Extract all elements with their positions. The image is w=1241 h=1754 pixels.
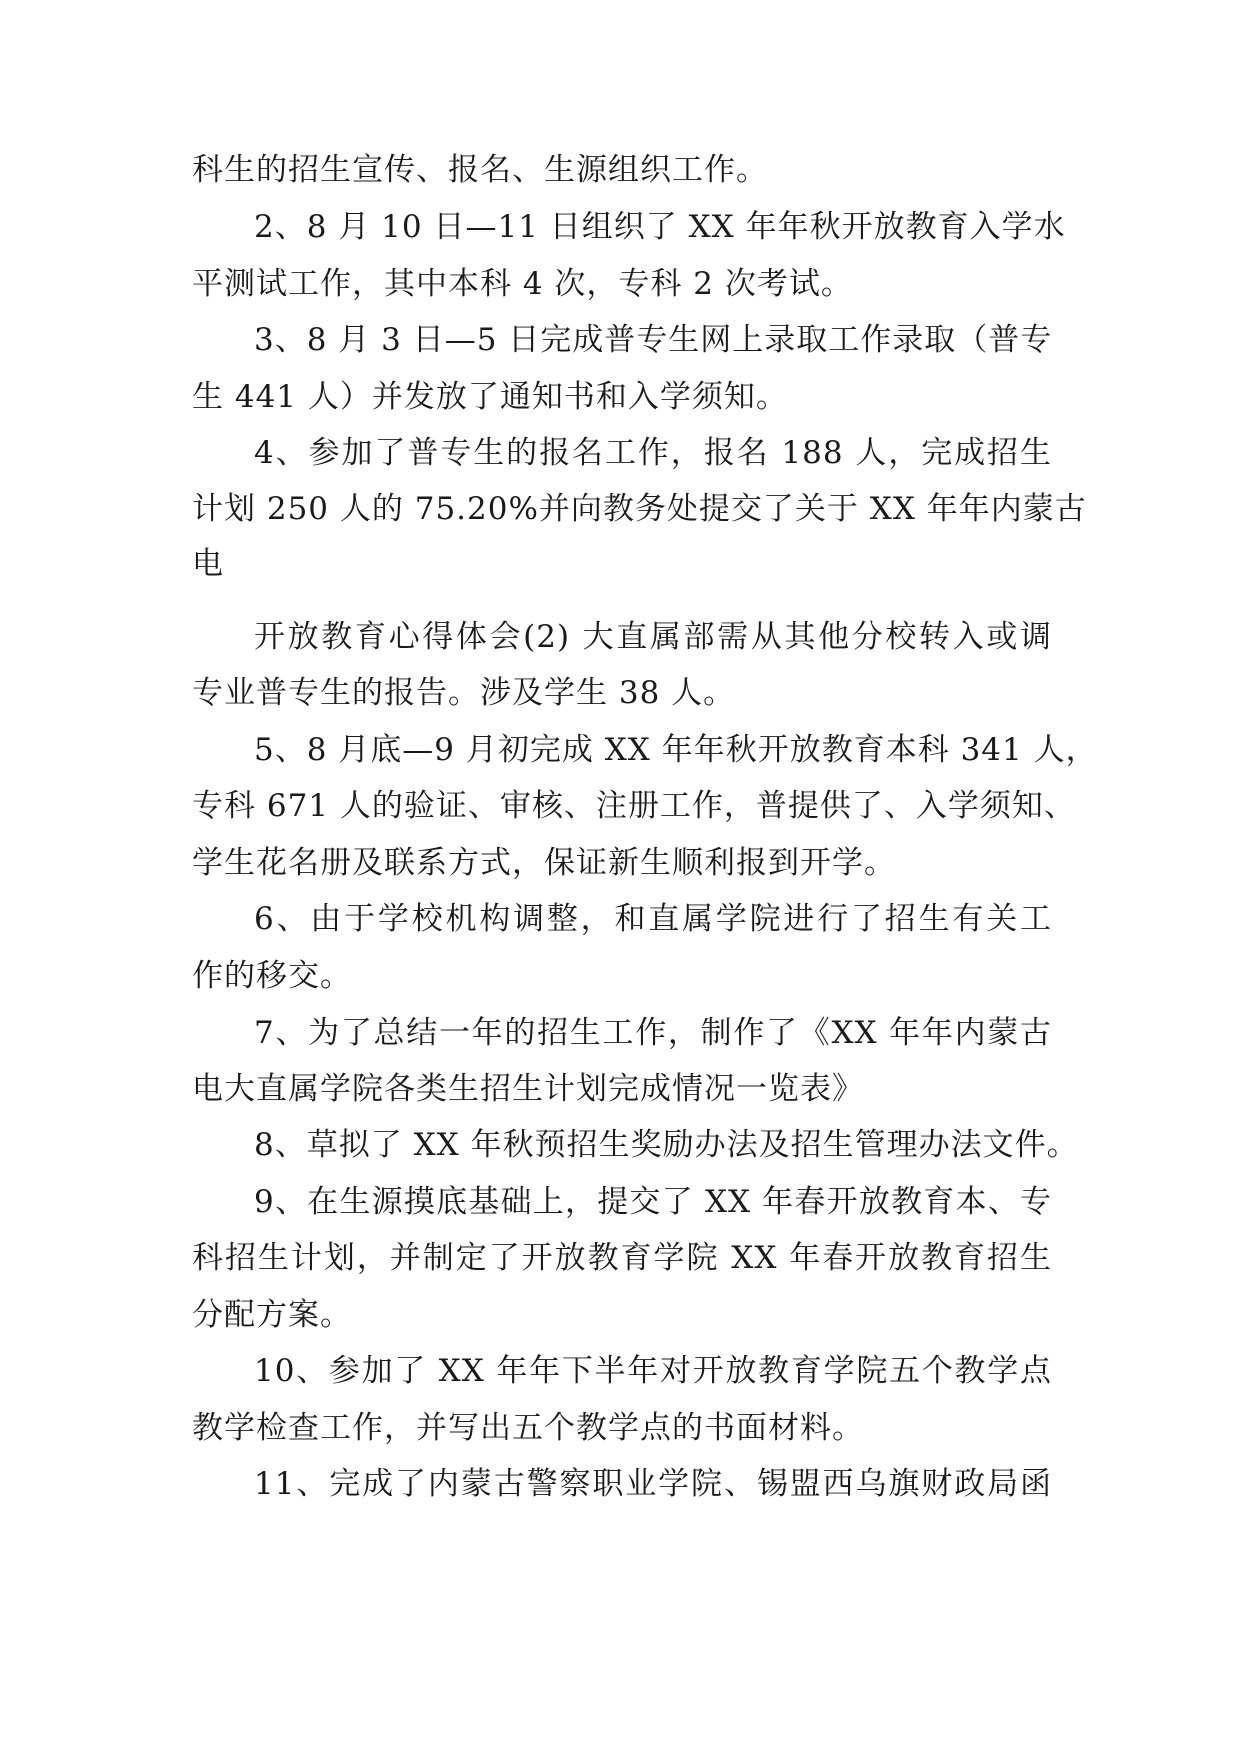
text-line: 科生的招生宣传、报名、生源组织工作。 [192, 152, 768, 188]
text-line: 3、8 月 3 日—5 日完成普专生网上录取工作录取（普专 [254, 322, 1053, 358]
text-line: 7、为了总结一年的招生工作，制作了《XX 年年内蒙古 [254, 1015, 1052, 1051]
text-line: 分配方案。 [192, 1297, 352, 1333]
text-line: 专业普专生的报告。涉及学生 38 人。 [192, 675, 736, 711]
text-line: 专科 671 人的验证、审核、注册工作，普提供了、入学须知、 [192, 788, 1076, 824]
text-line: 6、由于学校机构调整，和直属学院进行了招生有关工 [254, 901, 1052, 937]
text-line: 11、完成了内蒙古警察职业学院、锡盟西乌旗财政局函 [254, 1466, 1052, 1502]
text-line: 生 441 人）并发放了通知书和入学须知。 [192, 379, 788, 415]
text-line: 开放教育心得体会(2) 大直属部需从其他分校转入或调 [254, 619, 1052, 655]
text-line: 科招生计划，并制定了开放教育学院 XX 年春开放教育招生 [192, 1240, 1052, 1276]
text-line: 电 [192, 546, 224, 582]
text-line: 电大直属学院各类生招生计划完成情况一览表》 [192, 1071, 864, 1107]
text-line: 计划 250 人的 75.20%并向教务处提交了关于 XX 年年内蒙古 [192, 491, 1087, 527]
text-line: 10、参加了 XX 年年下半年对开放教育学院五个教学点 [254, 1353, 1052, 1389]
text-line: 8、草拟了 XX 年秋预招生奖励办法及招生管理办法文件。 [254, 1127, 1079, 1163]
text-line: 2、8 月 10 日—11 日组织了 XX 年年秋开放教育入学水 [254, 209, 1066, 245]
text-line: 4、参加了普专生的报名工作，报名 188 人，完成招生 [254, 435, 1052, 471]
text-line: 作的移交。 [192, 958, 352, 994]
text-line: 学生花名册及联系方式，保证新生顺利报到开学。 [192, 845, 896, 881]
text-line: 9、在生源摸底基础上，提交了 XX 年春开放教育本、专 [254, 1184, 1052, 1220]
text-line: 平测试工作，其中本科 4 次，专科 2 次考试。 [192, 266, 853, 302]
text-line: 5、8 月底—9 月初完成 XX 年年秋开放教育本科 341 人， [254, 732, 1098, 768]
text-line: 教学检查工作，并写出五个教学点的书面材料。 [192, 1410, 864, 1446]
